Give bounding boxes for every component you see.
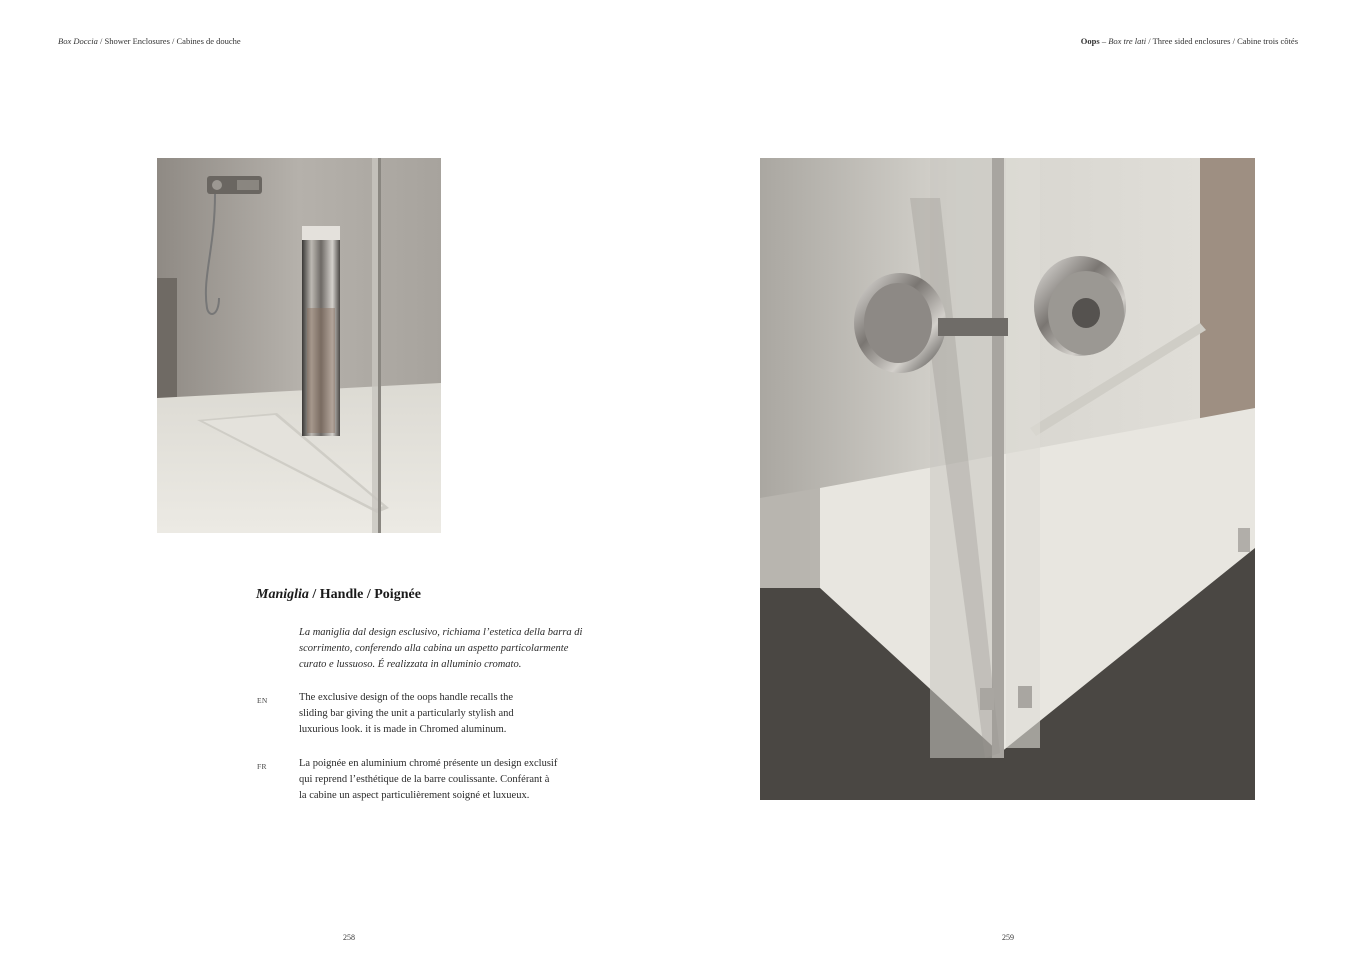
header-right-type-it: Box tre lati <box>1108 36 1147 46</box>
italian-line-2: scorrimento, conferendo alla cabina un aspetto particolarmente <box>299 643 569 654</box>
french-line-3: la cabine un aspect particulièrement soigné et luxueux. <box>299 790 530 801</box>
section-title-translations: / Handle / Poignée <box>308 587 421 602</box>
language-label-en: EN <box>257 696 268 705</box>
header-left-category: Box Doccia <box>58 36 98 46</box>
cabin-detail-illustration <box>760 158 1255 800</box>
cabin-detail-photo <box>760 158 1255 800</box>
header-right-translations: / Three sided enclosures / Cabine trois côtés <box>1146 36 1298 46</box>
italian-line-3: curato e lussuoso. É realizzata in alluminio cromato. <box>299 659 522 670</box>
handle-photo-illustration <box>157 158 441 533</box>
language-label-fr: FR <box>257 762 267 771</box>
description-french <box>299 756 599 804</box>
english-line-3: luxurious look. it is made in Chromed aluminum. <box>299 724 507 735</box>
english-line-1: The exclusive design of the oops handle recalls the <box>299 692 514 703</box>
running-header-right <box>1081 36 1298 46</box>
description-english <box>299 690 599 738</box>
section-title-italian: Maniglia <box>256 587 309 602</box>
handle-photo <box>157 158 441 533</box>
page-number-right: 259 <box>1002 933 1014 942</box>
french-line-1: La poignée en aluminium chromé présente un design exclusif <box>299 758 558 769</box>
page-number-left: 258 <box>343 933 355 942</box>
english-line-2: sliding bar giving the unit a particularly stylish and <box>299 708 514 719</box>
running-header-left <box>58 36 241 46</box>
italian-line-1: La maniglia dal design esclusivo, richiama l’estetica della barra di <box>299 627 583 638</box>
header-right-dash: – <box>1099 36 1109 46</box>
french-line-2: qui reprend l’esthétique de la barre coulissante. Conférant à <box>299 774 550 785</box>
section-title <box>256 587 421 603</box>
header-left-translations: / Shower Enclosures / Cabines de douche <box>97 36 241 46</box>
header-right-product: Oops <box>1080 36 1100 46</box>
description-italian <box>299 625 599 673</box>
